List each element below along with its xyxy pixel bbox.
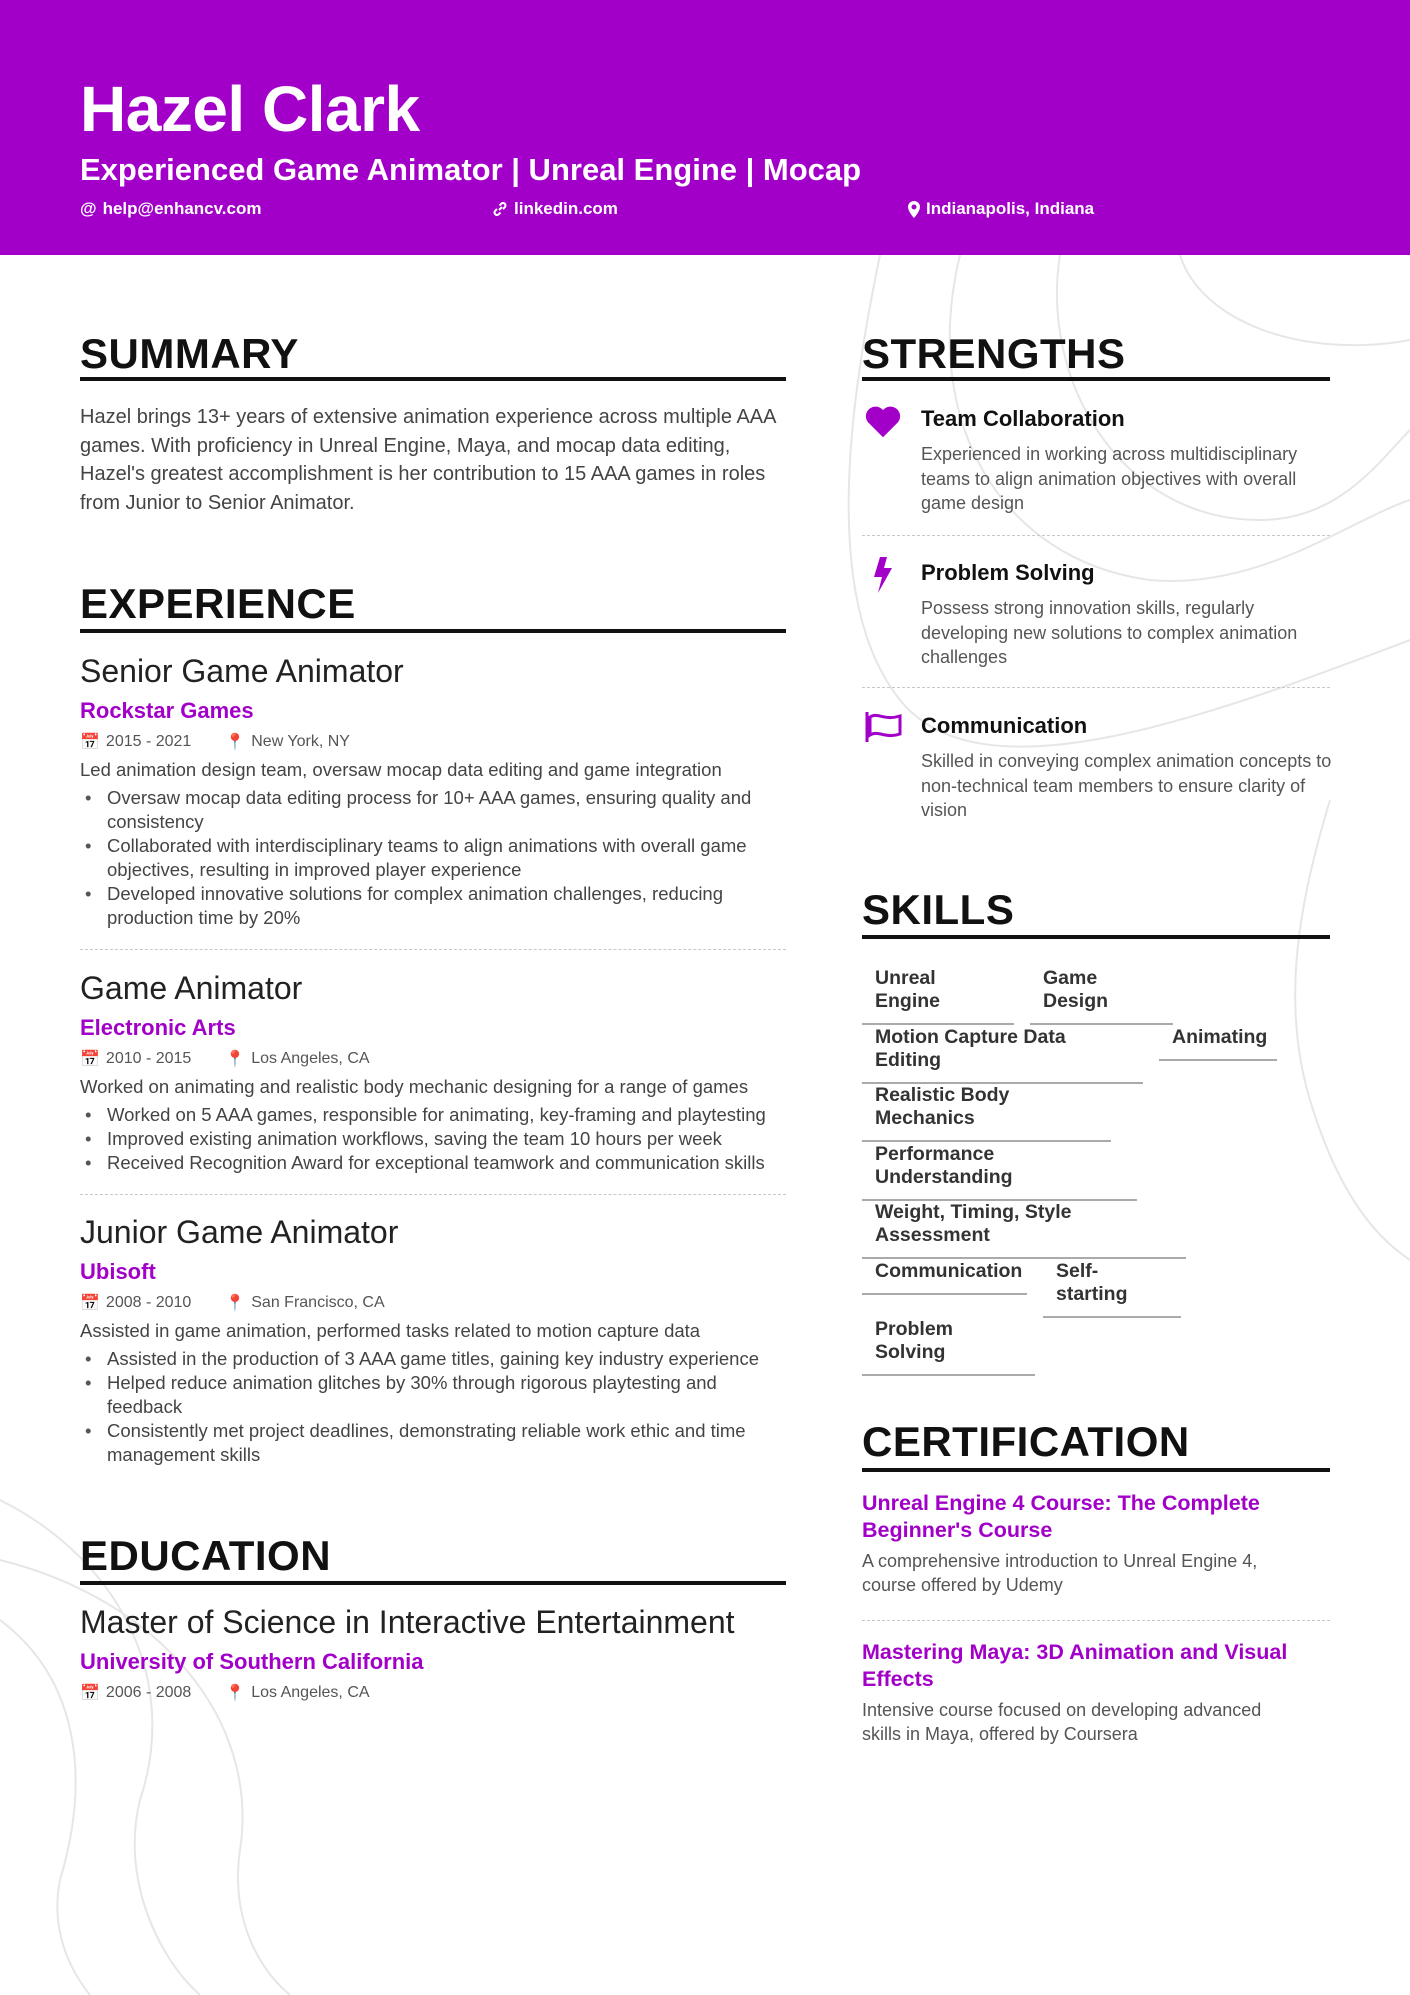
divider [862,1620,1330,1621]
certification-title: Mastering Maya: 3D Animation and Visual Effects [862,1640,1288,1691]
job-bullets [80,1103,790,1175]
skill-tag: Weight, Timing, Style Assessment [862,1201,1186,1259]
strengths-heading: STRENGTHS [862,330,1126,377]
experience-heading: EXPERIENCE [80,580,356,627]
experience-rule [80,629,786,633]
job-description: Assisted in game animation, performed tasks related to motion capture data [80,1320,701,1341]
job-description: Worked on animating and realistic body mechanic designing for a range of games [80,1076,749,1097]
certification-heading: CERTIFICATION [862,1418,1190,1465]
strength-item [921,713,1333,823]
location-pin-icon: 📍 [225,1685,246,1702]
strength-item [921,560,1333,670]
job-location: Los Angeles, CA [251,1050,370,1067]
linkedin-link[interactable]: linkedin.com [514,199,618,218]
skill-tag: Problem Solving [862,1318,1035,1376]
certification-description: A comprehensive introduction to Unreal Engine 4, course offered by Udemy [862,1551,1258,1595]
summary-text: Hazel brings 13+ years of extensive animation experience across multiple AAA games. With proficiency in Unreal Engine, Maya, and mocap data editing, Hazel's greatest accomplishment is her contribution to 15 AAA games in roles from Junior to Senior Animator. [80,406,776,514]
skill-tag: Unreal Engine [862,967,1014,1025]
job-entry [80,1214,790,1467]
location-text: Indianapolis, Indiana [926,199,1095,218]
education-location: Los Angeles, CA [251,1684,370,1701]
contact-location [908,199,1094,219]
company-name: Ubisoft [80,1259,156,1284]
divider [80,1194,786,1195]
education-heading: EDUCATION [80,1532,332,1579]
certification-item [862,1639,1292,1746]
certification-description: Intensive course focused on developing advanced skills in Maya, offered by Coursera [862,1700,1262,1744]
job-title: Senior Game Animator [80,653,404,689]
candidate-title: Experienced Game Animator | Unreal Engine | Mocap [80,152,862,187]
summary-rule [80,377,786,381]
bullet: • Helped reduce animation glitches by 30% through rigorous playtesting and feedback [80,1371,790,1419]
job-bullets [80,786,790,930]
bullet: • Consistently met project deadlines, demonstrating reliable work ethic and time management skills [80,1419,790,1467]
certification-rule [862,1468,1330,1472]
divider [80,949,786,950]
location-pin-icon: 📍 [225,734,246,751]
school-name: University of Southern California [80,1649,424,1674]
strength-description: Skilled in conveying complex animation concepts to non-technical team members to ensure clarity of vision [921,751,1332,820]
divider [862,535,1330,536]
job-location: San Francisco, CA [251,1294,385,1311]
company-name: Rockstar Games [80,698,254,723]
contact-email[interactable] [80,199,262,219]
job-meta [80,732,790,752]
job-bullets [80,1347,790,1467]
skill-tag: Realistic Body Mechanics [862,1084,1111,1142]
job-dates: 2008 - 2010 [105,1294,192,1311]
skills-heading: SKILLS [862,886,1015,933]
header-banner [0,0,1410,255]
bullet: • Improved existing animation workflows, saving the team 10 hours per week [80,1127,790,1151]
bullet: • Developed innovative solutions for complex animation challenges, reducing production time by 20% [80,882,790,930]
heart-icon [864,404,902,443]
strength-description: Possess strong innovation skills, regularly developing new solutions to complex animation challenges [921,598,1298,667]
job-dates: 2015 - 2021 [105,733,192,750]
strengths-rule [862,377,1330,381]
flag-icon [864,710,902,747]
strength-title: Team Collaboration [921,406,1125,431]
company-name: Electronic Arts [80,1015,236,1040]
location-pin-icon [908,201,920,218]
calendar-icon: 📅 [80,1051,100,1068]
calendar-icon: 📅 [80,734,100,751]
link-icon [492,201,508,217]
contact-linkedin[interactable] [492,199,618,219]
skill-tag: Self-starting [1043,1260,1181,1318]
bullet: • Oversaw mocap data editing process for 10+ AAA games, ensuring quality and consistency [80,786,790,834]
strength-title: Problem Solving [921,560,1095,585]
strength-item [921,406,1333,516]
strength-title: Communication [921,713,1088,738]
location-pin-icon: 📍 [225,1051,246,1068]
calendar-icon: 📅 [80,1295,100,1312]
bullet: • Collaborated with interdisciplinary teams to align animations with overall game objectives, resulting in improved player experience [80,834,790,882]
job-title: Game Animator [80,970,303,1006]
divider [862,687,1330,688]
skill-tag: Game Design [1030,967,1173,1025]
certification-item [862,1490,1262,1597]
job-entry [80,653,790,930]
at-icon: @ [80,199,97,218]
job-dates: 2010 - 2015 [105,1050,192,1067]
skill-tag: Performance Understanding [862,1143,1137,1201]
location-pin-icon: 📍 [225,1295,246,1312]
email-link[interactable]: help@enhancv.com [102,199,262,218]
job-description: Led animation design team, oversaw mocap data editing and game integration [80,759,722,780]
job-entry [80,970,790,1175]
certification-title: Unreal Engine 4 Course: The Complete Beginner's Course [862,1491,1260,1542]
education-dates: 2006 - 2008 [105,1684,192,1701]
education-entry [80,1604,800,1703]
job-title: Junior Game Animator [80,1214,399,1250]
strength-description: Experienced in working across multidisciplinary teams to align animation objectives with overall game design [921,444,1298,513]
bullet: • Worked on 5 AAA games, responsible for animating, key-framing and playtesting [80,1103,790,1127]
bolt-icon [872,557,894,598]
education-rule [80,1581,786,1585]
skill-tag: Motion Capture Data Editing [862,1026,1143,1084]
summary-heading: SUMMARY [80,330,299,377]
skill-tag: Communication [862,1260,1027,1295]
job-meta [80,1293,790,1313]
calendar-icon: 📅 [80,1685,100,1702]
skills-rule [862,935,1330,939]
degree: Master of Science in Interactive Entertainment [80,1604,735,1640]
job-meta [80,1049,790,1069]
bullet: • Assisted in the production of 3 AAA game titles, gaining key industry experience [80,1347,790,1371]
skill-tag: Animating [1159,1026,1277,1061]
job-location: New York, NY [251,733,350,750]
bullet: • Received Recognition Award for exceptional teamwork and communication skills [80,1151,790,1175]
education-meta [80,1683,800,1703]
candidate-name: Hazel Clark [80,73,420,145]
